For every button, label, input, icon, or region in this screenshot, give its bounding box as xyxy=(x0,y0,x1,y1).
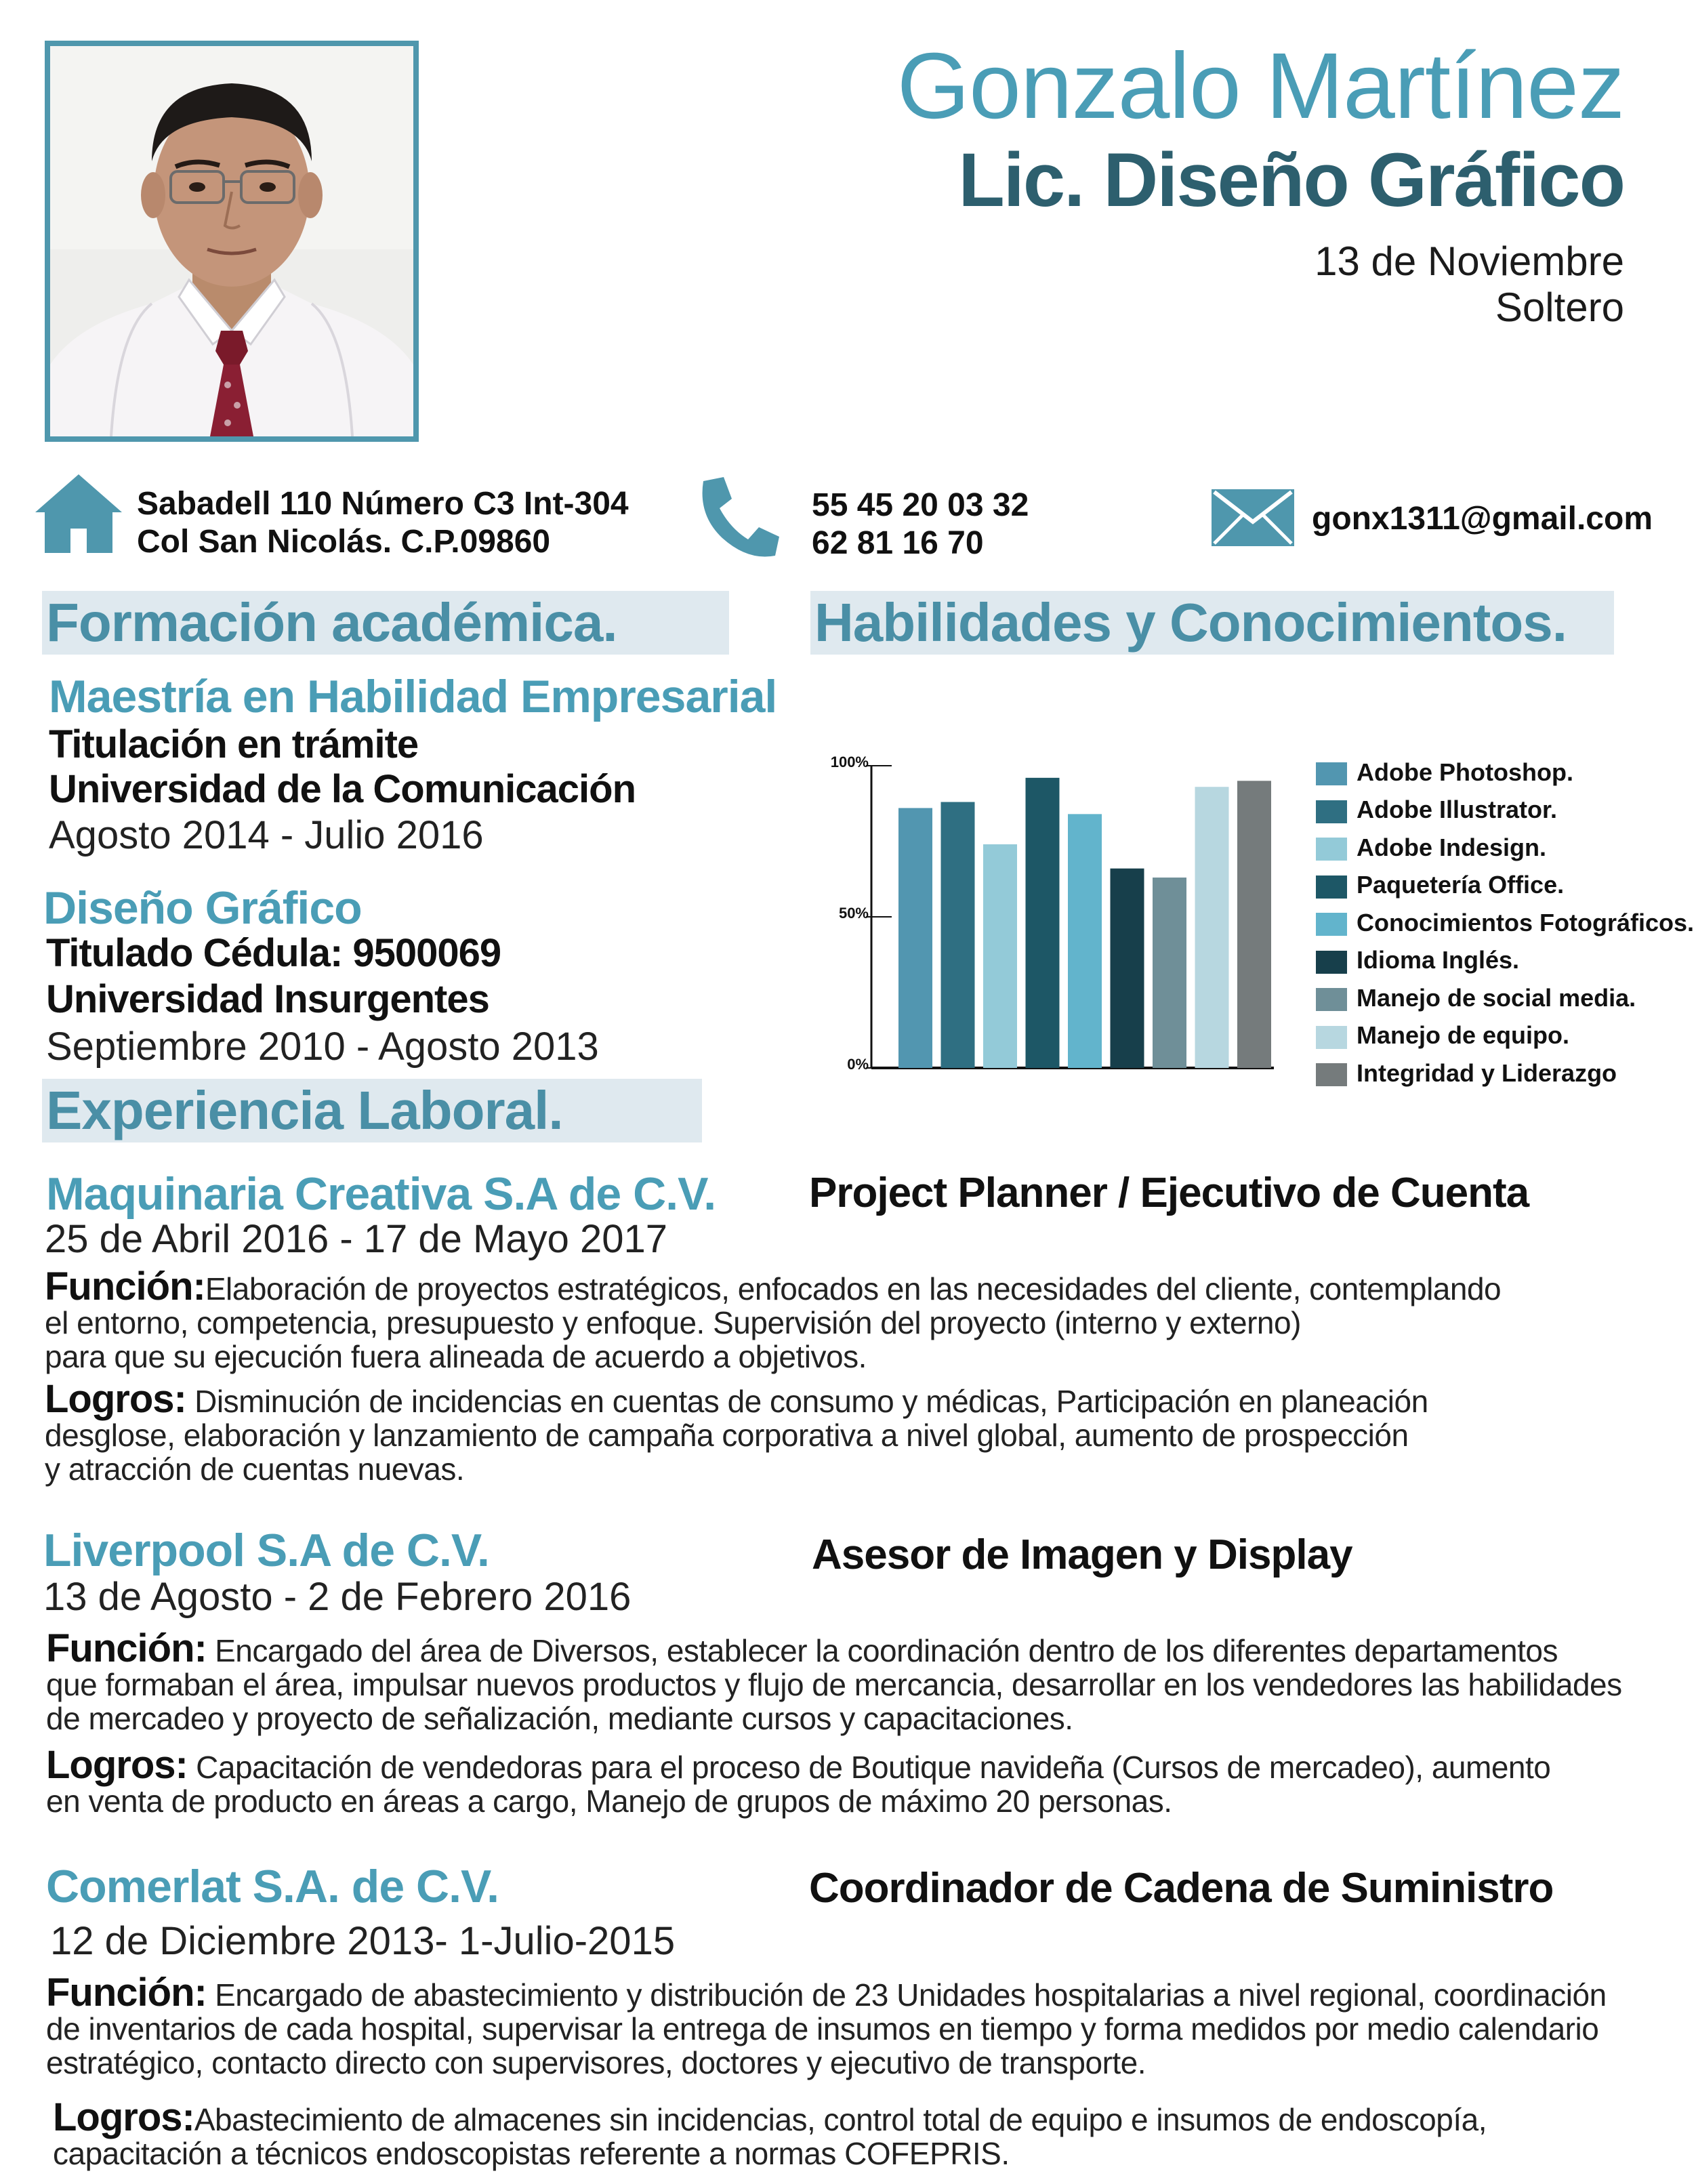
bar-2 xyxy=(941,802,975,1068)
legend-swatch xyxy=(1316,988,1347,1011)
education-dates-2: Septiembre 2010 - Agosto 2013 xyxy=(46,1025,599,1069)
phone-2: 62 81 16 70 xyxy=(812,525,984,561)
job-function-2-line-3: de mercadeo y proyecto de señalización, mediante cursos y capacitaciones. xyxy=(46,1701,1073,1736)
y-tick-label: 50% xyxy=(838,905,869,922)
job-achievements-1-line-1: Disminución de incidencias en cuentas de consumo y médicas, Participación en planeación xyxy=(194,1384,1428,1419)
job-function-1-line-2: el entorno, competencia, presupuesto y enfoque. Supervisión del proyecto (interno y externo) xyxy=(45,1305,1301,1340)
function-label: Función: xyxy=(46,1971,207,2015)
job-achievements-2-line-2: en venta de producto en áreas a cargo, Manejo de grupos de máximo 20 personas. xyxy=(46,1784,1172,1819)
function-label: Función: xyxy=(45,1264,205,1309)
home-icon xyxy=(33,470,125,556)
job-achievements-3-line-1: Abastecimiento de almacenes sin incidencias, control total de equipo e insumos de endoscopía, xyxy=(194,2102,1487,2137)
legend-swatch xyxy=(1316,1063,1347,1086)
job-dates-2: 13 de Agosto - 2 de Febrero 2016 xyxy=(43,1575,632,1619)
achievements-label: Logros: xyxy=(53,2095,194,2139)
job-achievements-3 xyxy=(53,2095,1666,2171)
portrait-image xyxy=(50,46,413,436)
achievements-label: Logros: xyxy=(46,1743,188,1787)
envelope-icon xyxy=(1210,488,1296,548)
job-company-2: Liverpool S.A de C.V. xyxy=(43,1525,489,1576)
phone-icon xyxy=(688,472,783,560)
skills-heading-bar xyxy=(810,591,1614,655)
legend-item xyxy=(1316,908,1695,936)
job-role-2: Asesor de Imagen y Display xyxy=(812,1531,1352,1578)
job-role-3: Coordinador de Cadena de Suministro xyxy=(809,1865,1554,1912)
job-function-3-line-3: estratégico, contacto directo con supervisores, doctores y ejecutivo de transporte. xyxy=(46,2045,1146,2080)
legend-item xyxy=(1316,948,1694,973)
education-school-2: Universidad Insurgentes xyxy=(46,977,489,1021)
job-dates-1: 25 de Abril 2016 - 17 de Mayo 2017 xyxy=(45,1217,667,1261)
job-function-1-line-1: Elaboración de proyectos estratégicos, enfocados en las necesidades del cliente, contemplando xyxy=(205,1271,1502,1306)
bar-7 xyxy=(1153,878,1186,1068)
y-tick-label: 100% xyxy=(830,754,869,770)
legend-label: Idioma Inglés. xyxy=(1357,946,1520,974)
experience-heading-bar xyxy=(42,1079,702,1142)
candidate-name: Gonzalo Martínez xyxy=(896,34,1624,138)
skills-chart-legend xyxy=(1316,760,1694,1098)
education-school-1: Universidad de la Comunicación xyxy=(49,767,636,811)
bar-9 xyxy=(1237,781,1271,1068)
job-achievements-1 xyxy=(45,1377,1657,1487)
education-status-1: Titulación en trámite xyxy=(49,722,419,766)
job-function-1-line-3: para que su ejecución fuera alineada de acuerdo a objetivos. xyxy=(45,1339,867,1374)
y-tick-label: 0% xyxy=(847,1056,869,1073)
legend-swatch xyxy=(1316,951,1347,974)
legend-item xyxy=(1316,760,1694,785)
job-function-2 xyxy=(46,1626,1659,1736)
legend-swatch xyxy=(1316,913,1347,936)
job-achievements-2 xyxy=(46,1743,1659,1819)
job-company-3: Comerlat S.A. de C.V. xyxy=(46,1861,499,1912)
education-degree-1: Maestría en Habilidad Empresarial xyxy=(49,671,777,722)
job-achievements-1-line-3: y atracción de cuentas nuevas. xyxy=(45,1451,465,1487)
legend-item xyxy=(1316,833,1694,861)
phone-1: 55 45 20 03 32 xyxy=(812,487,1029,523)
legend-swatch xyxy=(1316,875,1347,899)
education-heading: Formación académica. xyxy=(46,592,617,653)
job-function-2-line-2: que formaban el área, impulsar nuevos productos y flujo de mercancia, desarrollar en los vendedores las habilidades xyxy=(46,1667,1622,1702)
job-role-1: Project Planner / Ejecutivo de Cuenta xyxy=(809,1170,1529,1216)
candidate-title: Lic. Diseño Gráfico xyxy=(958,138,1624,222)
profile-photo xyxy=(45,41,419,442)
legend-label: Adobe Photoshop. xyxy=(1357,758,1573,786)
job-function-3 xyxy=(46,1971,1659,2080)
birth-date: 13 de Noviembre xyxy=(1315,239,1624,284)
skills-heading: Habilidades y Conocimientos. xyxy=(814,592,1567,653)
address-line-2: Col San Nicolás. C.P.09860 xyxy=(137,524,551,560)
legend-item xyxy=(1316,1058,1694,1087)
education-status-2: Titulado Cédula: 9500069 xyxy=(46,931,501,975)
email-address[interactable]: gonx1311@gmail.com xyxy=(1312,501,1653,537)
legend-label: Conocimientos Fotográficos. xyxy=(1357,908,1695,936)
legend-swatch xyxy=(1316,1026,1347,1049)
address-line-1: Sabadell 110 Número C3 Int-304 xyxy=(137,486,629,522)
bar-5 xyxy=(1068,814,1102,1068)
bar-1 xyxy=(898,808,932,1068)
experience-heading: Experiencia Laboral. xyxy=(46,1080,563,1140)
job-achievements-3-line-2: capacitación a técnicos endoscopistas referente a normas COFEPRIS. xyxy=(53,2136,1010,2171)
legend-swatch xyxy=(1316,800,1347,823)
bar-8 xyxy=(1195,787,1229,1068)
education-dates-1: Agosto 2014 - Julio 2016 xyxy=(49,813,484,857)
job-function-2-line-1: Encargado del área de Diversos, establecer la coordinación dentro de los diferentes departamentos xyxy=(215,1633,1558,1668)
legend-item xyxy=(1316,1023,1694,1048)
legend-label: Adobe Indesign. xyxy=(1357,833,1547,861)
job-dates-3: 12 de Diciembre 2013- 1-Julio-2015 xyxy=(50,1919,676,1963)
skills-bar-chart xyxy=(813,745,1287,1084)
job-achievements-2-line-1: Capacitación de vendedoras para el proceso de Boutique navideña (Cursos de mercadeo), aumento xyxy=(196,1750,1551,1785)
education-degree-2: Diseño Gráfico xyxy=(43,882,362,934)
legend-swatch xyxy=(1316,762,1347,785)
job-function-3-line-1: Encargado de abastecimiento y distribución de 23 Unidades hospitalarias a nivel regional, coordinación xyxy=(215,1977,1607,2013)
legend-item xyxy=(1316,983,1694,1012)
legend-swatch xyxy=(1316,838,1347,861)
job-function-1 xyxy=(45,1264,1657,1374)
legend-label: Adobe Illustrator. xyxy=(1357,796,1558,824)
function-label: Función: xyxy=(46,1626,207,1670)
education-heading-bar xyxy=(42,591,729,655)
marital-status: Soltero xyxy=(1495,285,1624,330)
achievements-label: Logros: xyxy=(45,1377,186,1421)
job-function-3-line-2: de inventarios de cada hospital, supervisar la entrega de insumos en tiempo y forma medidos por medio calendario xyxy=(46,2011,1599,2046)
bar-3 xyxy=(983,844,1017,1068)
legend-label: Manejo de social media. xyxy=(1357,983,1636,1012)
job-achievements-1-line-2: desglose, elaboración y lanzamiento de campaña corporativa a nivel global, aumento de prospección xyxy=(45,1418,1409,1453)
bar-4 xyxy=(1026,778,1060,1068)
job-company-1: Maquinaria Creativa S.A de C.V. xyxy=(46,1168,716,1220)
legend-label: Integridad y Liderazgo xyxy=(1357,1058,1617,1087)
legend-item xyxy=(1316,873,1694,898)
bar-6 xyxy=(1111,869,1144,1068)
legend-item xyxy=(1316,798,1694,823)
legend-label: Manejo de equipo. xyxy=(1357,1021,1570,1050)
legend-label: Paquetería Office. xyxy=(1357,871,1565,899)
